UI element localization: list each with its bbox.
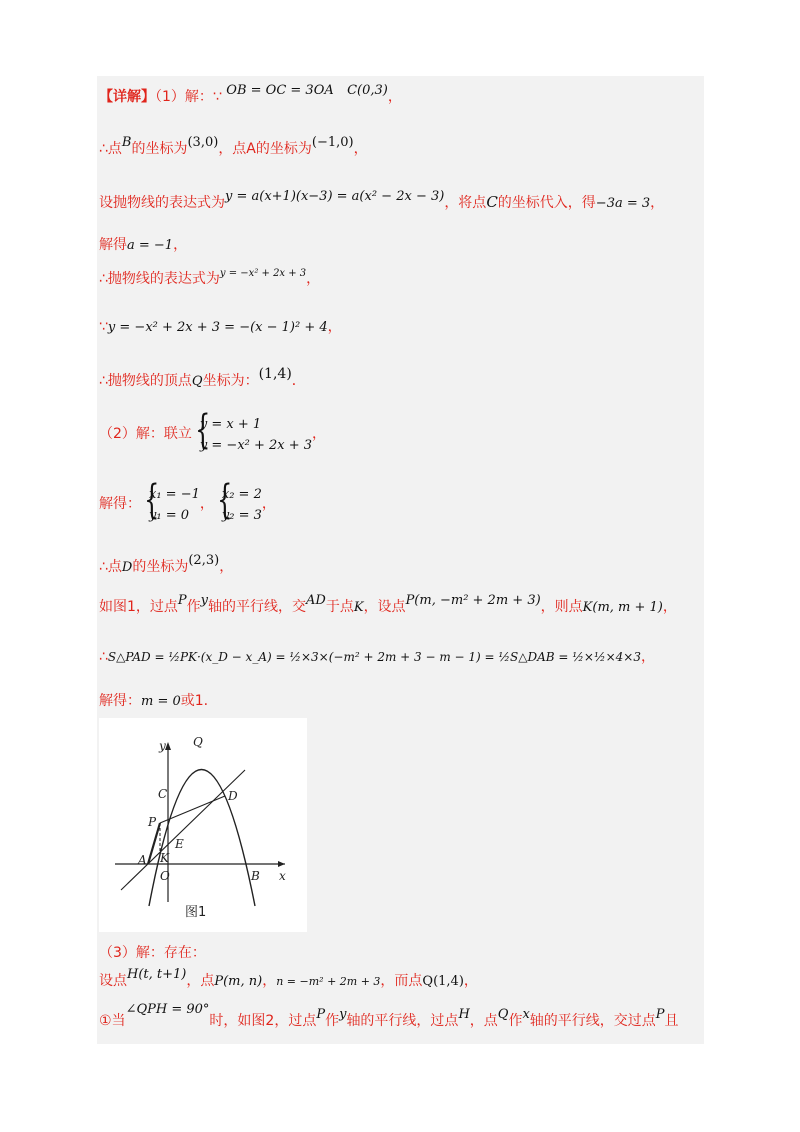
text: 的坐标代入，得 xyxy=(497,195,596,211)
math-a-value: a = −1 xyxy=(127,238,174,253)
line-9 xyxy=(99,484,276,526)
math-p: P xyxy=(177,593,187,608)
text: 时，如图2，过点 xyxy=(209,1013,317,1029)
math-m-value: m = 0 xyxy=(141,694,181,709)
label-p: P xyxy=(148,815,157,829)
math-ad: AD xyxy=(306,593,326,608)
text: 解得 xyxy=(99,237,127,253)
label-a: A xyxy=(138,853,147,867)
math-p-coord: P(m, n) xyxy=(214,974,263,989)
line-5 xyxy=(99,270,320,290)
math-q-coord: (1,4) xyxy=(258,366,292,382)
part2-label: （2）解：联立 xyxy=(99,426,192,443)
math-x: x xyxy=(522,1007,530,1022)
punct: ， xyxy=(262,973,277,989)
text: 解得： xyxy=(99,496,141,513)
math-b-coord: (3,0) xyxy=(187,135,219,150)
line-2 xyxy=(99,135,368,160)
math-vertex-form: y = −x² + 2x + 3 = −(x − 1)² + 4 xyxy=(107,320,328,335)
line-16 xyxy=(99,1002,679,1032)
text: 作 xyxy=(186,599,201,615)
text: 轴的平行线，过点 xyxy=(346,1013,459,1029)
math-q: Q xyxy=(191,374,203,389)
text: 坐标为： xyxy=(202,373,259,389)
therefore-symbol: ∴ xyxy=(99,649,108,665)
part3-label: （3）解：存在： xyxy=(99,945,206,961)
math-y: y xyxy=(339,1007,347,1022)
math-p: P xyxy=(316,1007,326,1022)
text: 且 xyxy=(664,1013,679,1029)
line-10 xyxy=(99,553,234,578)
line-12 xyxy=(99,648,655,668)
label-y: y xyxy=(159,739,166,753)
line-1 xyxy=(99,83,402,108)
math-c-coord: C(0,3) xyxy=(347,83,388,98)
text: 作 xyxy=(325,1013,340,1029)
equation-system xyxy=(192,414,312,456)
math-k-coord: K(m, m + 1) xyxy=(582,600,663,615)
text: 于点 xyxy=(325,599,354,615)
line-7 xyxy=(99,366,306,392)
x-axis-arrow xyxy=(278,861,285,867)
text: ，点A的坐标为 xyxy=(218,141,312,157)
label-x: x xyxy=(279,869,286,883)
figure-1 xyxy=(99,718,307,932)
text: ∴抛物线的顶点 xyxy=(99,373,192,389)
text: ，则点 xyxy=(540,599,583,615)
text: ，将点 xyxy=(444,195,487,211)
math-q-coord: Q(1,4) xyxy=(422,974,464,989)
label-d: D xyxy=(228,789,238,803)
math-p-coord: P(m, −m² + 2m + 3) xyxy=(405,593,541,608)
text: ，点 xyxy=(469,1013,498,1029)
text: ∴点 xyxy=(99,559,122,575)
text: 设点 xyxy=(99,973,127,989)
math-p: P xyxy=(655,1007,665,1022)
text: ∴抛物线的表达式为 xyxy=(99,271,220,287)
label-o: O xyxy=(160,869,170,883)
punct: ， xyxy=(306,271,321,287)
math-y: y xyxy=(200,593,209,608)
math-area-equation: S△PAD = ½PK·(x_D − x_A) = ½×3×(−m² + 2m + 3 − m − 1) = ½S△DAB = ½×½×4×3 xyxy=(107,650,641,664)
line-11 xyxy=(99,593,677,618)
because-symbol: ∵ xyxy=(99,319,108,335)
punct: ． xyxy=(291,373,306,389)
math-q: Q xyxy=(497,1007,509,1022)
math-k: K xyxy=(353,600,364,615)
figure-1-svg xyxy=(99,718,307,932)
segment-pd xyxy=(160,796,225,823)
math-h-coord: H(t, t+1) xyxy=(127,967,187,982)
y-axis-arrow xyxy=(165,742,171,750)
line-13 xyxy=(99,692,208,712)
text: 设抛物线的表达式为 xyxy=(99,195,225,211)
math-substitution: −3a = 3 xyxy=(595,196,651,211)
label-c: C xyxy=(158,787,168,801)
text: 的坐标为 xyxy=(132,559,189,575)
text: ∴点 xyxy=(99,141,122,157)
punct: ， xyxy=(312,426,327,443)
text: ，而点 xyxy=(380,973,423,989)
line-14 xyxy=(99,944,206,964)
punct: ， xyxy=(261,496,276,513)
math-angle: ∠QPH = 90° xyxy=(125,1002,210,1017)
label-b: B xyxy=(251,869,260,883)
text: 作 xyxy=(508,1013,523,1029)
text: ，点 xyxy=(186,973,215,989)
punct: ， xyxy=(199,496,214,513)
punct: ， xyxy=(353,141,368,157)
math-n-expression: n = −m² + 2m + 3 xyxy=(276,975,381,988)
label-k: K xyxy=(160,851,169,865)
math-a-coord: (−1,0) xyxy=(311,135,354,150)
punct: ， xyxy=(173,237,188,253)
y1-value: y₁ = 0 xyxy=(149,508,189,523)
label-e: E xyxy=(175,837,184,851)
figure-caption: 图1 xyxy=(185,905,207,920)
math-ob-oc: OB = OC = 3OA xyxy=(226,83,334,98)
line-15 xyxy=(99,967,478,992)
math-c: C xyxy=(486,193,498,211)
detail-tag: 【详解】 xyxy=(99,89,155,105)
equation-2: y = −x² + 2x + 3 xyxy=(199,438,313,453)
line-6 xyxy=(99,318,342,338)
text: 的坐标为 xyxy=(131,141,188,157)
math-d: D xyxy=(121,560,133,575)
math-b: B xyxy=(121,135,132,150)
line-3 xyxy=(99,189,665,214)
math-d-coord: (2,3) xyxy=(188,553,220,568)
solution-1 xyxy=(141,484,200,526)
equation-1: { y = x + 1 xyxy=(199,417,262,432)
math-expression: y = a(x+1)(x−3) = a(x² − 2x − 3) xyxy=(225,189,445,204)
punct: ， xyxy=(662,599,677,615)
text: 轴的平行线，交过点 xyxy=(529,1013,656,1029)
text: 或1. xyxy=(180,693,209,709)
line-8 xyxy=(99,414,326,456)
punct: ， xyxy=(640,649,655,665)
line-ad xyxy=(121,770,245,890)
x2-value: { x₂ = 2 xyxy=(221,487,262,502)
math-h: H xyxy=(458,1007,470,1022)
text: ①当 xyxy=(99,1013,126,1029)
punct: ， xyxy=(650,195,665,211)
punct: ， xyxy=(387,89,402,105)
part1-label: （1）解： xyxy=(155,89,213,105)
label-q: Q xyxy=(193,735,203,749)
solution-2 xyxy=(214,484,262,526)
text: 解得： xyxy=(99,693,141,709)
math-parabola: y = −x² + 2x + 3 xyxy=(219,268,307,279)
punct: ， xyxy=(463,973,478,989)
punct: ， xyxy=(327,319,342,335)
text: ，设点 xyxy=(363,599,406,615)
line-4 xyxy=(99,236,187,256)
punct: ， xyxy=(219,559,234,575)
text: 轴的平行线，交 xyxy=(208,599,307,615)
x1-value: { x₁ = −1 xyxy=(149,487,200,502)
y2-value: y₂ = 3 xyxy=(221,508,262,523)
because-symbol: ∵ xyxy=(212,89,222,105)
text: 如图1，过点 xyxy=(99,599,178,615)
